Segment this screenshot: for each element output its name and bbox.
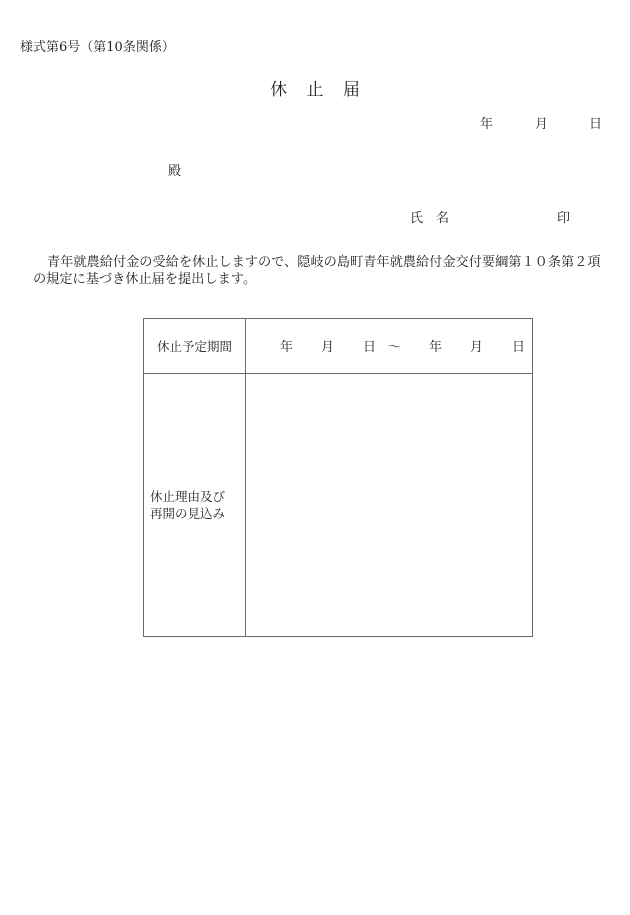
- suspension-form-table: [143, 318, 533, 637]
- period-end-day: 日: [512, 340, 526, 355]
- period-end-month: 月: [470, 340, 484, 355]
- reason-label-cell: [144, 374, 246, 637]
- title-char-1: 休: [270, 80, 288, 100]
- table-row-period: [144, 319, 533, 374]
- addressee-suffix: 殿: [168, 164, 182, 179]
- period-start-month: 月: [321, 340, 335, 355]
- reason-label-line1: 休止理由及び: [150, 489, 226, 504]
- date-year-label: 年: [480, 117, 494, 132]
- table-row-reason: [144, 374, 533, 637]
- period-start-day: 日: [363, 340, 377, 355]
- body-paragraph-text: 青年就農給付金の受給を休止しますので、隠岐の島町青年就農給付金交付要綱第１０条第２項の規定に基づき休止届を提出します。: [33, 255, 601, 287]
- date-day-label: 日: [589, 117, 603, 132]
- reason-value-cell[interactable]: [246, 374, 533, 637]
- title-char-2: 止: [306, 80, 324, 100]
- body-paragraph: [33, 254, 608, 288]
- period-label: 休止予定期間: [156, 338, 232, 354]
- reason-label-line2: 再開の見込み: [150, 506, 226, 521]
- period-start-year: 年: [280, 340, 294, 355]
- document-title: [0, 75, 630, 100]
- applicant-name-label: 氏 名: [410, 211, 450, 226]
- period-value-cell[interactable]: [246, 319, 533, 374]
- period-separator: ～: [388, 340, 402, 355]
- period-label-cell: [144, 319, 246, 374]
- seal-mark: 印: [557, 211, 571, 226]
- form-number: 様式第6号（第10条関係）: [20, 40, 175, 55]
- period-end-year: 年: [429, 340, 443, 355]
- date-month-label: 月: [535, 117, 549, 132]
- title-char-3: 届: [342, 80, 360, 100]
